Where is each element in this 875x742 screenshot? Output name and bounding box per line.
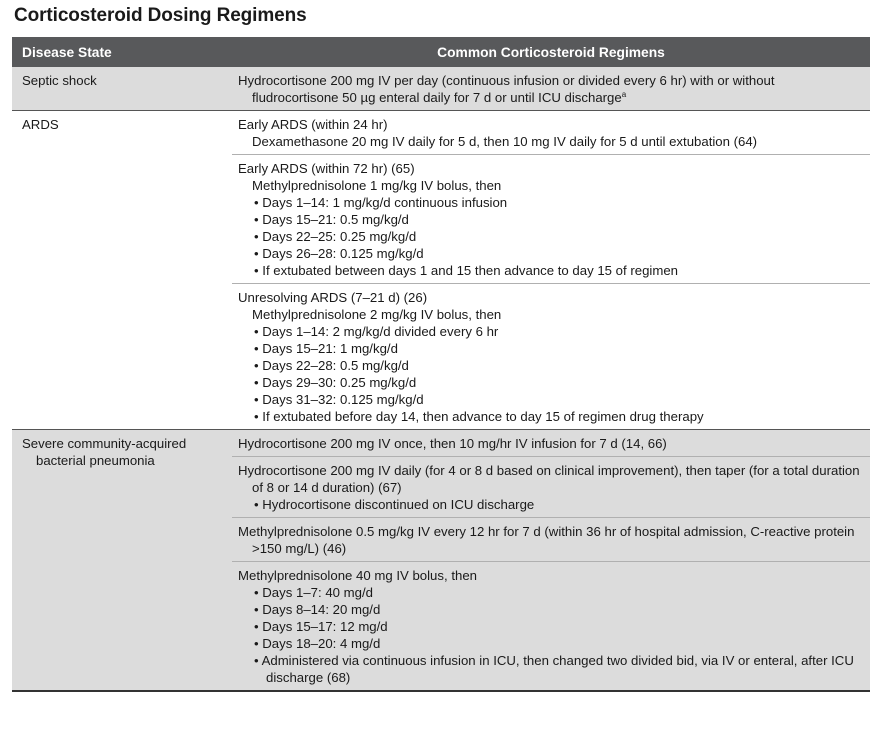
regimen-heading — [238, 116, 864, 133]
regimen-bullet — [238, 408, 864, 425]
bullet-marker: • — [254, 585, 263, 600]
regimen-heading-text: Unresolving ARDS (7–21 d) (26) — [238, 290, 428, 305]
dosing-table — [12, 37, 870, 692]
regimen-bullet — [238, 211, 864, 228]
regimen-heading — [238, 289, 864, 306]
regimen-subline: Methylprednisolone 1 mg/kg IV bolus, then — [252, 178, 502, 193]
regimen-block — [232, 67, 870, 110]
bullet-marker: • — [254, 409, 263, 424]
regimen-bullet-text: Days 15–21: 1 mg/kg/d — [262, 341, 398, 356]
disease-state-cell — [12, 111, 232, 430]
regimen-heading-text: Early ARDS (within 24 hr) — [238, 117, 388, 132]
regimen-bullet — [238, 391, 864, 408]
regimen-bullet-text: Days 1–14: 2 mg/kg/d divided every 6 hr — [262, 324, 499, 339]
column-header-regimens: Common Corticosteroid Regimens — [232, 37, 870, 67]
regimen-bullet — [238, 635, 864, 652]
table-body — [12, 67, 870, 691]
regimen-bullet-text: Administered via continuous infusion in ICU, then changed two divided bid, via IV or enteral, after ICU discharge (68) — [261, 653, 854, 685]
regimen-heading — [238, 567, 864, 584]
regimen-bullet — [238, 584, 864, 601]
regimen-bullet-text: If extubated between days 1 and 15 then advance to day 15 of regimen — [262, 263, 678, 278]
regimen-bullet-text: Days 8–14: 20 mg/d — [262, 602, 381, 617]
regimen-bullet — [238, 652, 864, 686]
regimen-bullet-text: Days 31–32: 0.125 mg/kg/d — [262, 392, 424, 407]
disease-state-line: ARDS — [22, 117, 59, 132]
regimen-heading-text: Methylprednisolone 40 mg IV bolus, then — [238, 568, 477, 583]
bullet-marker: • — [254, 212, 263, 227]
regimens-cell — [232, 67, 870, 111]
bullet-marker: • — [254, 619, 263, 634]
regimen-block — [232, 517, 870, 561]
bullet-marker: • — [254, 497, 263, 512]
bullet-marker: • — [254, 358, 263, 373]
disease-state-line: bacterial pneumonia — [36, 453, 155, 468]
table-title: Corticosteroid Dosing Regimens — [14, 5, 307, 26]
regimen-bullet-text: Days 15–21: 0.5 mg/kg/d — [262, 212, 409, 227]
disease-state-line: Severe community-acquired — [22, 436, 187, 451]
bullet-marker: • — [254, 653, 262, 668]
regimen-subline: Methylprednisolone 2 mg/kg IV bolus, then — [252, 307, 502, 322]
regimen-heading — [238, 435, 864, 452]
regimen-heading-text: Early ARDS (within 72 hr) (65) — [238, 161, 415, 176]
regimen-bullet-text: Days 15–17: 12 mg/d — [262, 619, 388, 634]
regimen-bullet-text: Hydrocortisone discontinued on ICU discharge — [262, 497, 535, 512]
bullet-marker: • — [254, 341, 263, 356]
bullet-marker: • — [254, 246, 263, 261]
regimen-heading — [238, 72, 864, 106]
regimen-bullet-text: Days 29–30: 0.25 mg/kg/d — [262, 375, 417, 390]
regimen-bullet — [238, 601, 864, 618]
regimen-block — [232, 430, 870, 456]
regimen-bullet-text: Days 22–25: 0.25 mg/kg/d — [262, 229, 417, 244]
regimen-bullet — [238, 262, 864, 279]
bullet-marker: • — [254, 636, 263, 651]
bullet-marker: • — [254, 392, 263, 407]
regimen-bullet — [238, 323, 864, 340]
regimen-bullet — [238, 496, 864, 513]
table-row — [12, 111, 870, 430]
bullet-marker: • — [254, 375, 263, 390]
regimen-bullet — [238, 194, 864, 211]
footnote-marker: a — [621, 90, 627, 99]
regimen-heading-text: Methylprednisolone 0.5 mg/kg IV every 12 hr for 7 d (within 36 hr of hospital admission, C-reactive protein >150 mg/L) (46) — [238, 524, 855, 556]
bullet-marker: • — [254, 324, 263, 339]
disease-state-cell — [12, 430, 232, 692]
regimen-bullet-text: Days 1–14: 1 mg/kg/d continuous infusion — [262, 195, 508, 210]
bullet-marker: • — [254, 602, 263, 617]
regimen-bullet-text: Days 22–28: 0.5 mg/kg/d — [262, 358, 409, 373]
regimen-heading-text: Hydrocortisone 200 mg IV daily (for 4 or 8 d based on clinical improvement), then taper (for a total duration of 8 or 14 d duration) (67) — [238, 463, 860, 495]
regimen-bullet — [238, 228, 864, 245]
regimen-bullet-text: Days 18–20: 4 mg/d — [262, 636, 381, 651]
regimen-subline: Dexamethasone 20 mg IV daily for 5 d, then 10 mg IV daily for 5 d until extubation (64) — [252, 134, 758, 149]
regimens-cell — [232, 430, 870, 692]
regimen-bullet — [238, 357, 864, 374]
regimen-bullet — [238, 340, 864, 357]
bullet-marker: • — [254, 229, 263, 244]
regimen-heading-text: Hydrocortisone 200 mg IV once, then 10 mg/hr IV infusion for 7 d (14, 66) — [238, 436, 667, 451]
regimen-heading — [238, 462, 864, 496]
bullet-marker: • — [254, 263, 263, 278]
regimen-bullet — [238, 618, 864, 635]
regimens-cell — [232, 111, 870, 430]
bullet-marker: • — [254, 195, 263, 210]
regimen-bullet — [238, 374, 864, 391]
regimen-heading — [238, 160, 864, 177]
column-header-disease-state: Disease State — [12, 37, 232, 67]
disease-state-line: Septic shock — [22, 73, 97, 88]
regimen-block — [232, 283, 870, 429]
regimen-bullet-text: Days 26–28: 0.125 mg/kg/d — [262, 246, 424, 261]
regimen-block — [232, 456, 870, 517]
table-row — [12, 67, 870, 111]
regimen-bullet — [238, 245, 864, 262]
regimen-heading-text: Hydrocortisone 200 mg IV per day (continuous infusion or divided every 6 hr) with or without fludrocortisone 50 µg enteral daily for 7 d or until ICU discharge — [238, 73, 775, 105]
disease-state-cell — [12, 67, 232, 111]
regimen-bullet-text: Days 1–7: 40 mg/d — [262, 585, 373, 600]
regimen-bullet-text: If extubated before day 14, then advance to day 15 of regimen drug therapy — [262, 409, 704, 424]
regimen-heading — [238, 523, 864, 557]
regimen-block — [232, 154, 870, 283]
table-row — [12, 430, 870, 692]
regimen-block — [232, 561, 870, 690]
table-header-row — [12, 37, 870, 67]
regimen-block — [232, 111, 870, 154]
